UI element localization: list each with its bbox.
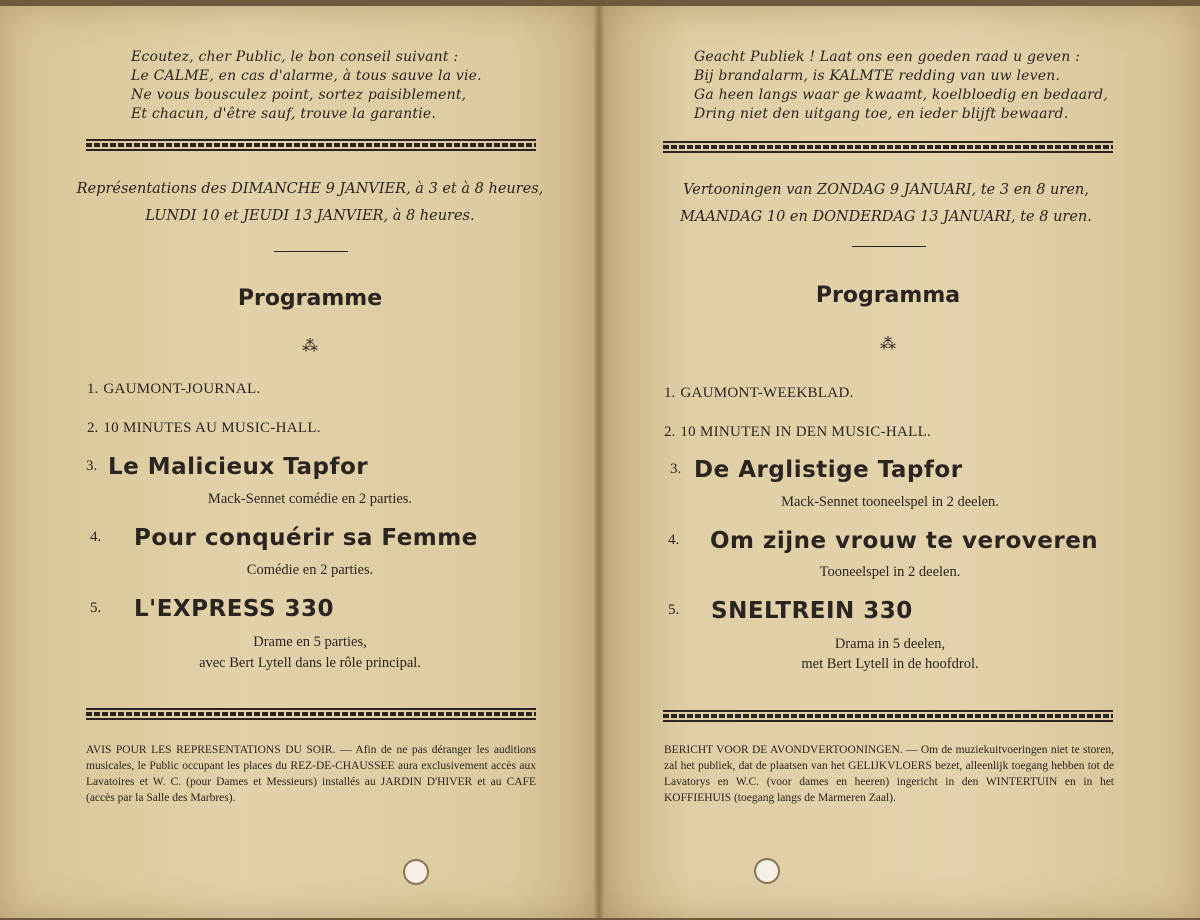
item-number: 2. — [87, 420, 99, 436]
divider — [852, 246, 926, 247]
fleuron-ornament: ⁂ — [302, 336, 318, 355]
item-title: 10 MINUTES AU MUSIC-HALL. — [103, 420, 321, 436]
feature-title-1: De Arglistige Tapfor — [694, 457, 963, 483]
program-item-2 — [87, 417, 321, 437]
program-item-1 — [87, 378, 261, 398]
performance-dates-fr — [60, 176, 560, 230]
safety-poem-nl — [694, 48, 1114, 124]
dates-line: Représentations des DIMANCHE 9 JANVIER, à 3 et à 8 heures, — [76, 181, 544, 197]
item-number: 4. — [90, 529, 102, 545]
item-number: 5. — [90, 600, 102, 616]
divider — [274, 251, 348, 252]
item-number: 2. — [664, 424, 676, 440]
ornamental-rule — [663, 710, 1113, 722]
ornamental-rule — [86, 708, 536, 720]
feature-title-2: Pour conquérir sa Femme — [134, 525, 478, 551]
safety-poem-fr — [131, 48, 551, 124]
item-number: 1. — [87, 381, 99, 397]
poem-line: Ne vous bousculez point, sortez paisiblement, — [131, 87, 467, 103]
performance-dates-nl — [636, 177, 1136, 231]
feature-subtitle: Mack-Sennet tooneelspel in 2 deelen. — [781, 494, 999, 510]
poem-line: Ecoutez, cher Public, le bon conseil suivant : — [131, 49, 459, 65]
feature-title-1: Le Malicieux Tapfor — [108, 454, 369, 480]
feature-title-3: L'EXPRESS 330 — [134, 596, 335, 622]
feature-subtitle: avec Bert Lytell dans le rôle principal. — [199, 655, 421, 671]
feature-subtitle: Mack-Sennet comédie en 2 parties. — [207, 491, 413, 507]
feature-subtitle: Drama in 5 deelen, — [834, 636, 946, 652]
item-number: 3. — [86, 458, 98, 474]
item-number: 1. — [664, 385, 676, 401]
program-item-1 — [664, 382, 854, 402]
feature-subtitle: Tooneelspel in 2 deelen. — [819, 564, 961, 580]
poem-line: Bij brandalarm, is KALMTE redding van uw leven. — [694, 68, 1061, 84]
item-number: 3. — [670, 461, 682, 477]
feature-subtitle: Comédie en 2 parties. — [246, 562, 374, 578]
poem-line: Dring niet den uitgang toe, en ieder blijft bewaard. — [694, 106, 1069, 122]
poem-line: Le CALME, en cas d'alarme, à tous sauve la vie. — [131, 68, 482, 84]
poem-line: Et chacun, d'être sauf, trouve la garantie. — [131, 106, 437, 122]
dates-line: MAANDAG 10 en DONDERDAG 13 JANUARI, te 8 uren. — [680, 209, 1092, 225]
item-number: 4. — [668, 532, 680, 548]
dates-line: Vertooningen van ZONDAG 9 JANUARI, te 3 en 8 uren, — [683, 182, 1089, 198]
item-title: GAUMONT-WEEKBLAD. — [680, 385, 854, 401]
punch-hole — [405, 861, 427, 883]
evening-notice-fr: AVIS POUR LES REPRESENTATIONS DU SOIR. — Afin de ne pas déranger les auditions musicales, le Public occupant les places du REZ-DE-CHAUSSEE aura exclusivement accès aux Lavatoires et W. C. (pour Dames et Messieurs) installés au JARDIN D'HIVER et au CAFE (accès par la Salle des Marbres). — [86, 744, 536, 804]
booklet-spine — [594, 6, 604, 918]
ornamental-rule — [663, 141, 1113, 153]
evening-notice-nl: BERICHT VOOR DE AVONDVERTOONINGEN. — Om de muziekuitvoeringen niet te storen, zal het publiek, dat de plaatsen van het GELIJKVLOERS bezet, alleenlijk toegang hebben tot de Lavatorys en W.C. (voor dames en heeren) ingericht in den WINTERTUIN en in het KOFFIEHUIS (toegang langs de Marmeren Zaal). — [664, 744, 1114, 804]
punch-hole — [756, 860, 778, 882]
feature-title-3: SNELTREIN 330 — [711, 598, 913, 624]
feature-subtitle: Drame en 5 parties, — [253, 634, 367, 650]
item-number: 5. — [668, 602, 680, 618]
poem-line: Ga heen langs waar ge kwaamt, koelbloedig en bedaard, — [694, 87, 1108, 103]
program-item-2 — [664, 421, 931, 441]
programme-heading: Programme — [237, 286, 383, 311]
feature-subtitle: met Bert Lytell in de hoofdrol. — [801, 656, 979, 672]
feature-title-2: Om zijne vrouw te veroveren — [710, 528, 1099, 554]
item-title: 10 MINUTEN IN DEN MUSIC-HALL. — [680, 424, 932, 440]
item-title: GAUMONT-JOURNAL. — [103, 381, 261, 397]
poem-line: Geacht Publiek ! Laat ons een goeden raad u geven : — [694, 49, 1081, 65]
fleuron-ornament: ⁂ — [880, 334, 896, 353]
programma-heading: Programma — [815, 283, 961, 308]
ornamental-rule — [86, 139, 536, 151]
dates-line: LUNDI 10 et JEUDI 13 JANVIER, à 8 heures. — [145, 208, 475, 224]
